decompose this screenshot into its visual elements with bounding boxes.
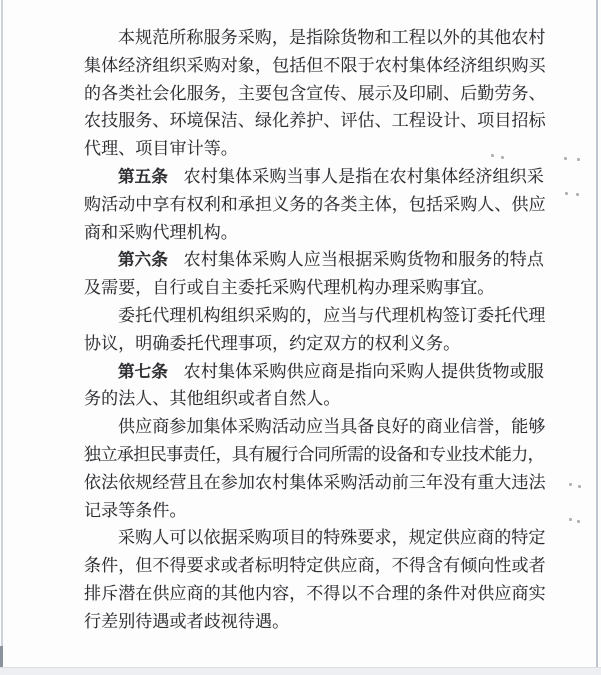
text-line: 依法依规经营且在参加农村集体采购活动前三年没有重大违法 [84, 472, 546, 492]
text-line-body: 农村集体采购当事人是指在农村集体经济组织采 [183, 166, 544, 186]
text-line [84, 246, 544, 274]
text-line-body: 农村集体采购人应当根据采购货物和服务的特点 [183, 250, 544, 270]
text-line: 独立承担民事责任，具有履行合同所需的设备和专业技术能力， [84, 444, 544, 464]
text-line [84, 163, 544, 191]
document-text-block [84, 24, 544, 636]
scan-artifact-dot [564, 157, 567, 160]
scan-artifact-dot [569, 483, 572, 486]
text-line: 记录等条件。 [84, 500, 187, 520]
text-line: 供应商参加集体采购活动应当具备良好的商业信誉，能够 [118, 417, 546, 437]
text-line: 集体经济组织采购对象，包括但不限于农村集体经济组织购买 [84, 55, 546, 75]
scan-artifact-dot [578, 485, 581, 488]
bottom-scan-strip [0, 667, 601, 675]
text-line: 条件，但不得要求或者标明特定供应商，不得含有倾向性或者 [84, 556, 546, 576]
page-left-edge-dark-mark [0, 646, 3, 668]
text-line: 协议，明确委托代理事项，约定双方的权利义务。 [84, 333, 461, 353]
article-heading: 第五条 [118, 167, 168, 186]
text-line: 本规范所称服务采购，是指除货物和工程以外的其他农村 [118, 28, 546, 47]
text-line: 委托代理机构组织采购的，应当与代理机构签订委托代理 [118, 305, 546, 325]
scan-artifact-dot [565, 192, 568, 195]
page-right-edge-line [596, 0, 598, 669]
text-line: 农技服务、环境保洁、绿化养护、评估、工程设计、项目招标 [84, 111, 546, 131]
page-left-edge-line [1, 0, 3, 675]
text-line-body: 农村集体采购供应商是指向采购人提供货物或服 [183, 361, 544, 381]
text-line: 务的法人、其他组织或者自然人。 [84, 389, 341, 409]
text-line [84, 358, 544, 386]
scan-artifact-dot [577, 158, 580, 161]
text-line: 代理、项目审计等。 [84, 139, 238, 159]
text-line: 排斥潜在供应商的其他内容，不得以不合理的条件对供应商实 [84, 583, 546, 603]
text-line: 购活动中享有权利和承担义务的各类主体，包括采购人、供应 [84, 194, 546, 214]
scan-artifact-dot [569, 518, 572, 521]
text-line: 商和采购代理机构。 [84, 222, 238, 242]
article-heading: 第七条 [118, 362, 168, 381]
text-line: 的各类社会化服务，主要包含宣传、展示及印刷、后勤劳务、 [84, 83, 546, 103]
text-line: 行差别待遇或者歧视待遇。 [84, 611, 290, 631]
text-line: 采购人可以依据采购项目的特殊要求，规定供应商的特定 [118, 528, 546, 548]
article-heading: 第六条 [118, 251, 168, 270]
scan-artifact-dot [577, 520, 580, 523]
scan-artifact-dot [576, 193, 579, 196]
scan-artifact-dot [501, 156, 504, 159]
text-line: 及需要，自行或自主委托采购代理机构办理采购事宜。 [84, 278, 495, 298]
scan-artifact-dot [491, 154, 494, 157]
